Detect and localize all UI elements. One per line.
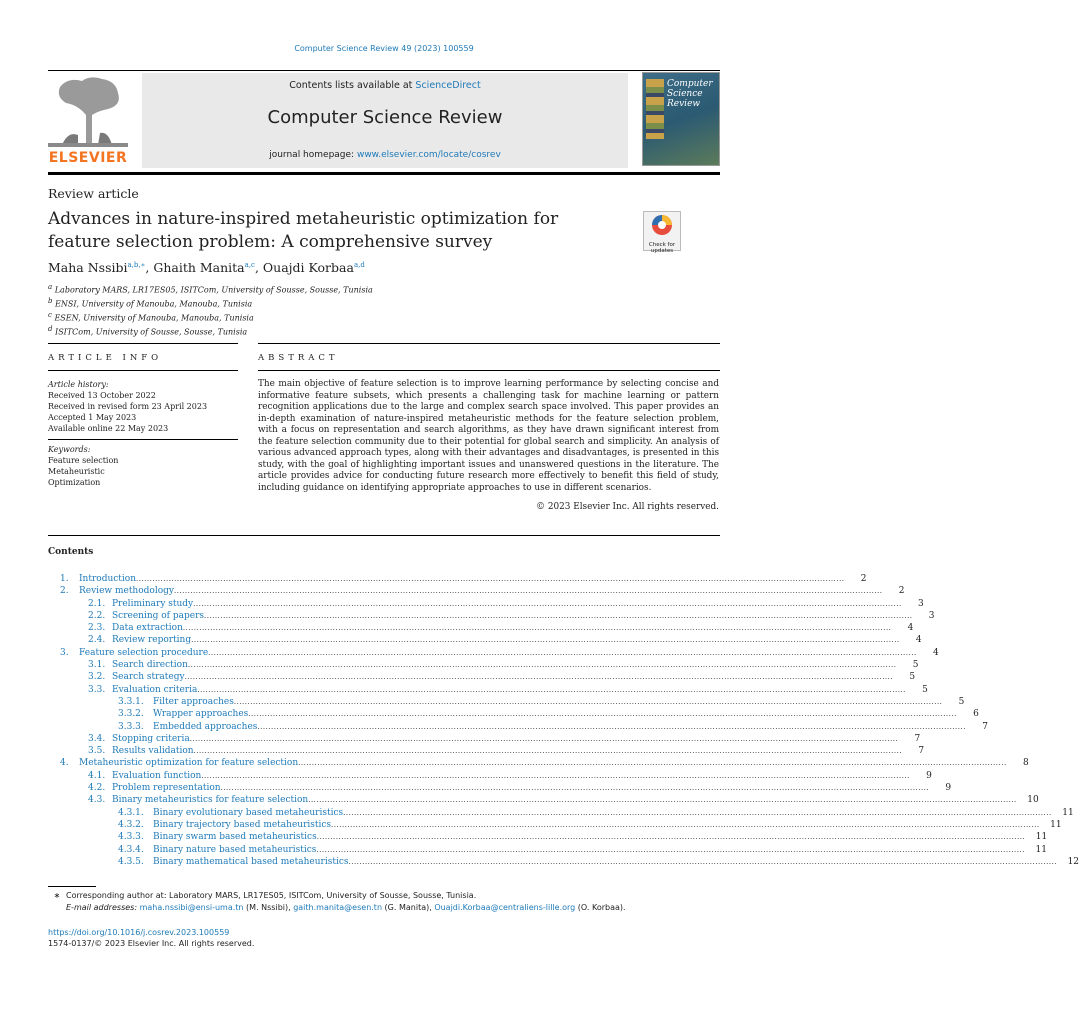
toc-entry[interactable] [48, 721, 988, 733]
affiliation-mark: b [48, 297, 53, 306]
history-item: Accepted 1 May 2023 [48, 413, 137, 422]
toc-entry[interactable] [48, 598, 924, 610]
toc-page-number: 5 [922, 684, 928, 695]
toc-number[interactable]: 4.3.3. [118, 832, 144, 843]
email-owner: (M. Nssibi), [243, 903, 294, 912]
toc-page-number: 9 [945, 783, 952, 794]
toc-page-number: 3 [928, 610, 935, 621]
toc-label[interactable]: Binary swarm based metaheuristics [153, 832, 317, 843]
toc-label[interactable]: Binary evolutionary based metaheuristics [153, 807, 344, 818]
toc-leader-dots: .................................................................................................................................................................................................................................................................... [331, 820, 1040, 829]
toc-page-number: 3 [917, 598, 924, 609]
affiliation-text: ESEN, University of Manouba, Manouba, Tunisia [54, 313, 254, 323]
keyword-item: Feature selection [48, 456, 119, 465]
toc-label[interactable]: Introduction [79, 574, 136, 584]
toc-label[interactable]: Embedded approaches [153, 721, 258, 732]
toc-label[interactable]: Binary metaheuristics for feature selection [112, 795, 309, 806]
toc-entry[interactable] [48, 634, 922, 646]
toc-entry[interactable] [48, 696, 965, 708]
toc-number[interactable]: 3.2. [88, 672, 106, 683]
toc-label[interactable]: Screening of papers [112, 610, 204, 621]
author-affil-marks[interactable]: a,c [244, 260, 255, 269]
toc-leader-dots: .................................................................................................................................................................................................................................................................... [308, 796, 1017, 805]
author-name: Ghaith Manita [153, 260, 245, 275]
toc-entry[interactable] [48, 757, 1029, 769]
history-item: Available online 22 May 2023 [48, 424, 169, 433]
journal-title: Computer Science Review [267, 107, 503, 128]
toc-number[interactable]: 2.3. [88, 623, 106, 634]
toc-label[interactable]: Binary nature based metaheuristics [153, 844, 317, 855]
toc-leader-dots: .................................................................................................................................................................................................................................................................... [298, 759, 1007, 768]
toc-leader-dots: .................................................................................................................................................................................................................................................................... [348, 857, 1058, 866]
toc-page-number: 11 [1050, 819, 1062, 830]
toc-leader-dots: .................................................................................................................................................................................................................................................................... [201, 771, 910, 780]
contents-heading: Contents [48, 547, 94, 557]
toc-leader-dots: .................................................................................................................................................................................................................................................................... [189, 734, 899, 743]
corresponding-text: Corresponding author at: Laboratory MARS, LR17ES05, ISITCom, University of Sousse, Sousse, Tunisia. [66, 891, 477, 900]
contents-available-line [142, 80, 628, 91]
toc-label[interactable]: Problem representation [112, 783, 221, 794]
homepage-prefix: journal homepage: [269, 150, 357, 160]
affiliation-text: ISITCom, University of Sousse, Sousse, Tunisia [55, 328, 248, 338]
toc-entry[interactable] [48, 684, 928, 696]
toc-page-number: 10 [1027, 795, 1039, 806]
toc-page-number: 12 [1067, 856, 1079, 867]
toc-page-number: 11 [1062, 807, 1074, 818]
author-name: Ouajdi Korbaa [262, 260, 354, 275]
toc-number[interactable]: 3.1. [88, 660, 106, 671]
toc-leader-dots: .................................................................................................................................................................................................................................................................... [191, 636, 900, 645]
toc-page-number: 5 [909, 672, 916, 683]
table-of-contents [48, 573, 1079, 868]
affiliation-text: ENSI, University of Manouba, Manouba, Tunisia [55, 299, 253, 309]
toc-leader-dots: .................................................................................................................................................................................................................................................................... [193, 599, 902, 608]
toc-number[interactable]: 4.1. [88, 770, 106, 781]
toc-entry[interactable] [48, 782, 952, 794]
email-link[interactable]: Ouajdi.Korbaa@centraliens-lille.org [434, 903, 576, 912]
toc-label[interactable]: Filter approaches [153, 696, 234, 707]
toc-number[interactable]: 3.5. [88, 746, 106, 757]
history-item: Received in revised form 23 April 2023 [48, 402, 208, 411]
elsevier-wordmark: ELSEVIER [48, 150, 128, 166]
toc-leader-dots: .................................................................................................................................................................................................................................................................... [184, 673, 894, 682]
toc-leader-dots: .................................................................................................................................................................................................................................................................... [187, 661, 897, 670]
toc-entry[interactable] [48, 610, 935, 622]
check-for-updates-badge[interactable] [643, 211, 681, 254]
abstract-heading: ABSTRACT [258, 353, 339, 363]
toc-page-number: 2 [860, 574, 867, 584]
toc-leader-dots: .................................................................................................................................................................................................................................................................... [257, 722, 966, 731]
email-link[interactable]: gaith.manita@esen.tn [293, 903, 383, 912]
toc-leader-dots: .................................................................................................................................................................................................................................................................... [208, 648, 917, 657]
journal-cover-image [642, 72, 720, 166]
corresponding-author-note [48, 890, 626, 902]
toc-page-number: 4 [907, 623, 914, 634]
cover-title-line: Computer [667, 79, 713, 89]
affiliation-item [48, 324, 373, 338]
toc-label[interactable]: Preliminary study [112, 598, 194, 609]
cover-title [667, 79, 713, 109]
author-separator: , [254, 260, 263, 275]
author-separator: , [145, 260, 154, 275]
keyword-item: Optimization [48, 478, 101, 487]
toc-number[interactable]: 4. [60, 758, 69, 769]
toc-label[interactable]: Evaluation function [112, 770, 202, 781]
author-name: Maha Nssibi [48, 260, 128, 275]
toc-label[interactable]: Stopping criteria [112, 733, 190, 744]
toc-label[interactable]: Binary mathematical based metaheuristics [153, 856, 349, 867]
doi-block [48, 927, 254, 949]
toc-number[interactable]: 4.3.1. [118, 807, 144, 818]
toc-label[interactable]: Metaheuristic optimization for feature selection [79, 758, 299, 769]
article-info-rule [48, 370, 238, 371]
cover-title-line: Review [667, 99, 701, 109]
toc-entry[interactable] [48, 671, 916, 683]
affiliation-mark: a [48, 283, 53, 291]
toc-label[interactable]: Wrapper approaches [153, 709, 249, 720]
article-history [48, 379, 238, 434]
toc-page-number: 9 [926, 770, 932, 781]
contents-prefix: Contents lists available at [289, 80, 416, 91]
affiliation-text: Laboratory MARS, LR17ES05, ISITCom, University of Sousse, Sousse, Tunisia [54, 285, 373, 295]
affiliation-mark: c [48, 311, 52, 320]
sciencedirect-link[interactable]: ScienceDirect [415, 80, 481, 91]
toc-page-number: 7 [914, 733, 921, 744]
toc-entry[interactable] [48, 659, 919, 671]
affiliation-mark: d [48, 325, 53, 334]
toc-leader-dots: .................................................................................................................................................................................................................................................................... [182, 624, 892, 633]
toc-number[interactable]: 1. [60, 574, 69, 584]
toc-page-number: 2 [898, 586, 905, 597]
keywords-label: Keywords: [48, 445, 91, 454]
keyword-item: Metaheuristic [48, 467, 105, 476]
toc-page-number: 8 [1022, 758, 1029, 769]
toc-leader-dots: .................................................................................................................................................................................................................................................................... [233, 697, 943, 706]
toc-page-number: 11 [1035, 832, 1048, 843]
toc-label[interactable]: Review methodology [79, 586, 174, 597]
toc-page-number: 4 [932, 647, 939, 658]
toc-page-number: 11 [1035, 844, 1047, 855]
abstract-text: The main objective of feature selection is to improve learning performance by selecting concise and informative feature subsets, which presents a challenging task for machine learning or pattern recognition applications due to the large and complex search space involved. This paper provides an in-depth examination of nature-inspired metaheuristic methods for the feature selection problem, with a focus on representation and search algorithms, as they have drawn significant interest from the feature selection community due to their potential for global search and simplicity. An analysis of various advanced approach types, along with their advantages and disadvantages, is presented in this study, with the goal of highlighting important issues and unanswered questions in the literature. The article provides advice for conducting future research more effectively to benefit this field of study, including guidance on identifying appropriate approaches to use in different scenarios. [258, 379, 719, 493]
toc-number[interactable]: 3.3.2. [118, 709, 144, 720]
toc-page-number: 7 [918, 746, 925, 757]
toc-entry[interactable] [48, 831, 1048, 843]
toc-label[interactable]: Results validation [112, 746, 194, 757]
affiliation-item [48, 282, 373, 296]
abstract-copyright: © 2023 Elsevier Inc. All rights reserved. [536, 502, 719, 512]
cover-title-line: Science [667, 89, 703, 99]
journal-citation[interactable]: Computer Science Review 49 (2023) 100559 [294, 44, 474, 53]
toc-leader-dots: .................................................................................................................................................................................................................................................................... [193, 747, 903, 756]
toc-number[interactable]: 3.4. [88, 733, 106, 744]
toc-leader-dots: .................................................................................................................................................................................................................................................................... [316, 845, 1025, 854]
toc-label[interactable]: Review reporting [112, 635, 192, 646]
toc-label[interactable]: Feature selection procedure [79, 647, 209, 658]
toc-number[interactable]: 4.3.2. [118, 819, 144, 830]
author-affil-marks[interactable]: a,d [353, 260, 365, 269]
toc-entry[interactable] [48, 647, 939, 659]
toc-entry[interactable] [48, 807, 1074, 819]
toc-label[interactable]: Evaluation criteria [112, 684, 198, 695]
toc-label[interactable]: Binary trajectory based metaheuristics [153, 819, 332, 830]
toc-leader-dots: .................................................................................................................................................................................................................................................................... [197, 685, 906, 694]
toc-label[interactable]: Data extraction [112, 623, 183, 634]
toc-entry[interactable] [48, 819, 1062, 831]
homepage-link[interactable]: www.elsevier.com/locate/cosrev [356, 150, 501, 160]
article-title: Advances in nature-inspired metaheuristic optimization for feature selection problem: A comprehensive survey [48, 209, 559, 252]
email-addresses [48, 902, 626, 914]
toc-leader-dots: .................................................................................................................................................................................................................................................................... [316, 833, 1026, 842]
email-owner: (G. Manita), [382, 903, 435, 912]
toc-number[interactable]: 3.3. [88, 684, 106, 695]
toc-entry[interactable] [48, 856, 1079, 868]
footnotes [48, 890, 626, 914]
toc-entry[interactable] [48, 745, 925, 757]
toc-number[interactable]: 2.2. [88, 610, 106, 621]
toc-page-number: 4 [915, 635, 922, 646]
toc-leader-dots: .................................................................................................................................................................................................................................................................... [173, 587, 883, 596]
toc-number[interactable]: 2. [60, 586, 69, 597]
author-affil-marks[interactable]: a,b,∗ [127, 260, 146, 269]
toc-number[interactable]: 3.3.3. [118, 721, 144, 732]
toc-leader-dots: .................................................................................................................................................................................................................................................................... [204, 611, 913, 620]
abstract-rule [258, 370, 720, 371]
toc-number[interactable]: 3.3.1. [118, 696, 144, 707]
keywords-block [48, 444, 238, 488]
toc-leader-dots: .................................................................................................................................................................................................................................................................... [248, 710, 957, 719]
toc-entry[interactable] [48, 794, 1039, 806]
toc-entry[interactable] [48, 844, 1047, 856]
header-thick-rule [48, 172, 720, 175]
toc-number[interactable]: 2.1. [88, 598, 106, 609]
toc-leader-dots: .................................................................................................................................................................................................................................................................... [343, 808, 1052, 817]
email-label: E-mail addresses: [66, 903, 138, 912]
toc-number[interactable]: 4.2. [88, 783, 106, 794]
toc-number[interactable]: 2.4. [88, 635, 106, 646]
header-rule [48, 70, 720, 71]
article-info-heading: ARTICLE INFO [48, 353, 163, 363]
toc-entry[interactable] [48, 708, 979, 720]
toc-number[interactable]: 4.3. [88, 795, 106, 806]
toc-page-number: 6 [973, 709, 979, 720]
toc-page-number: 5 [958, 696, 965, 707]
email-owner: (O. Korbaa). [575, 903, 626, 912]
doi-link[interactable]: https://doi.org/10.1016/j.cosrev.2023.100559 [48, 928, 230, 937]
crossmark-label: Check for updates [648, 242, 676, 254]
email-link[interactable]: maha.nssibi@ensi-uma.tn [139, 903, 244, 912]
toc-label[interactable]: Search direction [112, 660, 188, 671]
author-list [48, 260, 365, 275]
abstract-top-rule [258, 343, 720, 344]
affiliation-item [48, 296, 373, 310]
article-type: Review article [48, 186, 139, 201]
toc-number[interactable]: 4.3.4. [118, 844, 144, 855]
affiliation-list [48, 282, 373, 339]
toc-number[interactable]: 3. [60, 647, 69, 658]
toc-page-number: 5 [912, 660, 919, 671]
history-label: Article history: [48, 380, 109, 389]
keywords-rule [48, 439, 238, 440]
issn-line: 1574-0137/© 2023 Elsevier Inc. All rights reserved. [48, 939, 255, 948]
toc-leader-dots: .................................................................................................................................................................................................................................................................... [136, 575, 845, 583]
toc-page-number: 7 [982, 721, 988, 732]
journal-homepage-line [142, 150, 628, 160]
toc-entry[interactable] [48, 770, 932, 782]
contents-top-rule [48, 535, 720, 536]
toc-label[interactable]: Search strategy [112, 672, 185, 683]
affiliation-item [48, 310, 373, 324]
article-info-top-rule [48, 343, 238, 344]
toc-entry[interactable] [48, 573, 867, 585]
toc-entry[interactable] [48, 733, 921, 745]
history-item: Received 13 October 2022 [48, 391, 156, 400]
footnote-star: ∗ [53, 891, 61, 900]
toc-leader-dots: .................................................................................................................................................................................................................................................................... [220, 784, 930, 793]
toc-entry[interactable] [48, 585, 905, 597]
crossmark-icon [644, 212, 680, 238]
toc-entry[interactable] [48, 622, 914, 634]
footnote-rule [48, 886, 96, 887]
toc-number[interactable]: 4.3.5. [118, 856, 144, 867]
